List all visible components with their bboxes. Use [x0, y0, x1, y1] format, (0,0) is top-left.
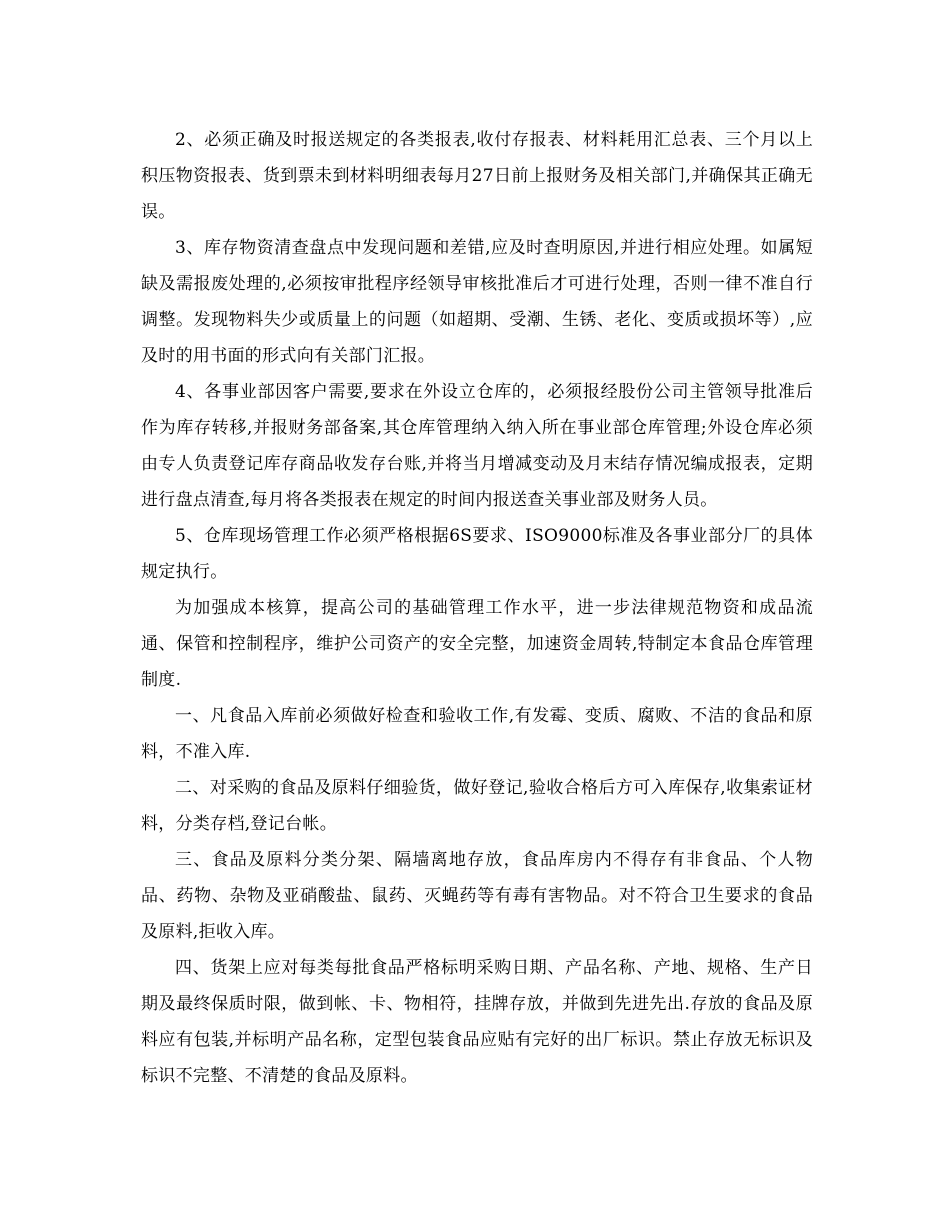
paragraph-rule-1: 一、凡食品入库前必须做好检查和验收工作,有发霉、变质、腐败、不洁的食品和原料，不准入库.	[141, 706, 813, 762]
paragraph-2-reports: 2、必须正确及时报送规定的各类报表,收付存报表、材料耗用汇总表、三个月以上积压物资报表、货到票未到材料明细表每月27日前上报财务及相关部门,并确保其正确无误。	[141, 130, 813, 222]
paragraph-5-site-management: 5、仓库现场管理工作必须严格根据6S要求、ISO9000标准及各事业部分厂的具体规定执行。	[141, 526, 813, 582]
paragraph-rule-4: 四、货架上应对每类每批食品严格标明采购日期、产品名称、产地、规格、生产日期及最终保质时限，做到帐、卡、物相符，挂牌存放，并做到先进先出.存放的食品及原料应有包装,并标明产品名称，定型包装食品应贴有完好的出厂标识。禁止存放无标识及标识不完整、不清楚的食品及原料。	[141, 958, 813, 1086]
paragraph-rule-3: 三、食品及原料分类分架、隔墙离地存放，食品库房内不得存有非食品、个人物品、药物、杂物及亚硝酸盐、鼠药、灭蝇药等有毒有害物品。对不符合卫生要求的食品及原料,拒收入库。	[141, 850, 813, 942]
paragraph-3-inventory-check: 3、库存物资清查盘点中发现问题和差错,应及时查明原因,并进行相应处理。如属短缺及需报废处理的,必须按审批程序经领导审核批准后才可进行处理，否则一律不准自行调整。发现物料失少或质量上的问题（如超期、受潮、生锈、老化、变质或损坏等）,应及时的用书面的形式向有关部门汇报。	[141, 238, 813, 366]
paragraph-4-external-warehouse: 4、各事业部因客户需要,要求在外设立仓库的，必须报经股份公司主管领导批准后作为库存转移,并报财务部备案,其仓库管理纳入纳入所在事业部仓库管理;外设仓库必须由专人负责登记库存商品收发存台账,并将当月增减变动及月末结存情况编成报表，定期进行盘点清查,每月将各类报表在规定的时间内报送查关事业部及财务人员。	[141, 382, 813, 510]
document-body	[141, 122, 813, 1094]
paragraph-rule-2: 二、对采购的食品及原料仔细验货，做好登记,验收合格后方可入库保存,收集索证材料，分类存档,登记台帐。	[141, 778, 813, 834]
paragraph-food-warehouse-intro: 为加强成本核算，提高公司的基础管理工作水平，进一步法律规范物资和成品流通、保管和控制程序，维护公司资产的安全完整，加速资金周转,特制定本食品仓库管理制度.	[141, 598, 813, 690]
